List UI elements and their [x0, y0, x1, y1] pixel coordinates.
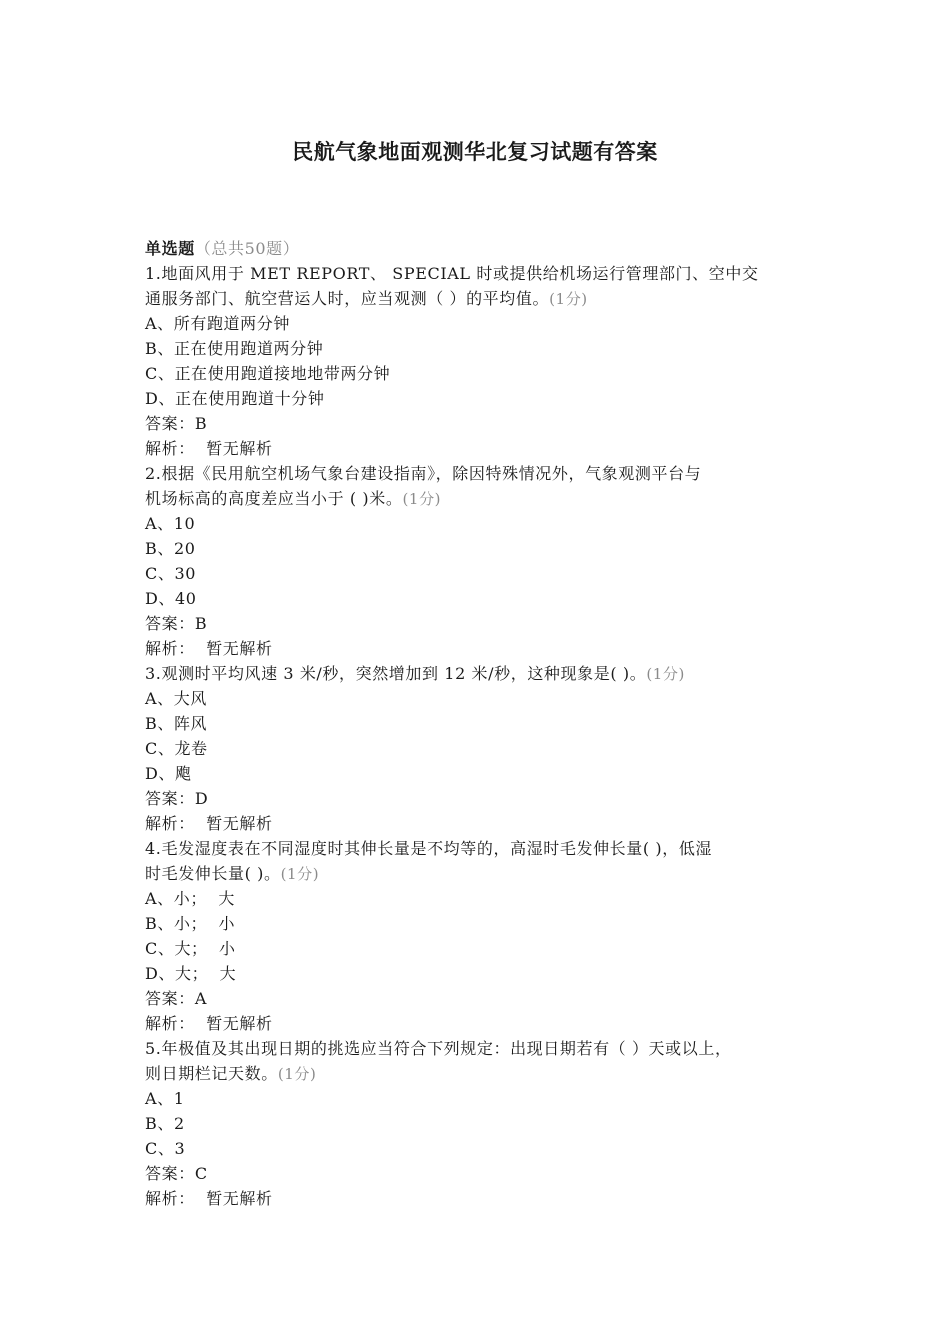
question-score: (1分) [402, 490, 442, 508]
analysis-value: 暂无解析 [206, 639, 273, 658]
question-stem-line: 2.根据《民用航空机场气象台建设指南》，除因特殊情况外，气象观测平台与 [145, 464, 702, 483]
analysis-line: 解析： 暂无解析 [145, 814, 273, 833]
option-d: D、飑 [145, 764, 192, 783]
question-stem-line: 则日期栏记天数。(1分) [145, 1064, 317, 1083]
question-4 [145, 836, 825, 1036]
option-a: A、所有跑道两分钟 [145, 314, 290, 333]
analysis-line: 解析： 暂无解析 [145, 1189, 273, 1208]
question-stem-line: 时毛发伸长量( )。(1分) [145, 864, 320, 883]
option-d: D、正在使用跑道十分钟 [145, 389, 325, 408]
question-score: (1分) [277, 1065, 317, 1083]
question-score: (1分) [646, 665, 685, 683]
section-heading-label: 单选题 [145, 239, 195, 258]
question-2 [145, 461, 825, 661]
option-a: A、大风 [145, 689, 207, 708]
option-a: A、小； 大 [145, 889, 235, 908]
answer-value: A [194, 989, 207, 1008]
question-stem-line: 1.地面风用于 MET REPORT、 SPECIAL 时或提供给机场运行管理部门、空中交 [145, 264, 759, 283]
option-b: B、阵风 [145, 714, 208, 733]
analysis-line: 解析： 暂无解析 [145, 439, 273, 458]
question-stem-line: 通服务部门、航空营运人时，应当观测（ ）的平均值。(1分) [145, 289, 588, 308]
document-title: 民航气象地面观测华北复习试题有答案 [292, 139, 658, 164]
analysis-line: 解析： 暂无解析 [145, 639, 273, 658]
analysis-value: 暂无解析 [206, 1014, 273, 1033]
question-stem-line: 3.观测时平均风速 3 米/秒，突然增加到 12 米/秒，这种现象是( )。(1分) [145, 664, 685, 683]
answer-line: 答案：B [145, 414, 208, 433]
question-3 [145, 661, 825, 836]
option-c: C、正在使用跑道接地地带两分钟 [145, 364, 391, 383]
question-list [145, 236, 825, 1211]
option-a: A、1 [145, 1089, 185, 1108]
option-d: D、大； 大 [145, 964, 237, 983]
answer-value: B [194, 614, 208, 633]
question-stem-line: 5.年极值及其出现日期的挑选应当符合下列规定：出现日期若有（ ）天或以上， [145, 1039, 732, 1058]
question-1 [145, 261, 825, 461]
answer-line: 答案：B [145, 614, 208, 633]
answer-value: D [194, 789, 209, 808]
answer-value: C [194, 1164, 208, 1183]
question-score: (1分) [549, 290, 588, 308]
option-b: B、20 [145, 539, 196, 558]
answer-line: 答案：C [145, 1164, 208, 1183]
option-c: C、30 [145, 564, 197, 583]
answer-value: B [194, 414, 208, 433]
option-a: A、10 [145, 514, 196, 533]
analysis-value: 暂无解析 [206, 1189, 273, 1208]
analysis-value: 暂无解析 [206, 814, 273, 833]
answer-line: 答案：A [145, 989, 207, 1008]
question-score: (1分) [280, 865, 320, 883]
option-b: B、正在使用跑道两分钟 [145, 339, 324, 358]
answer-line: 答案：D [145, 789, 209, 808]
analysis-line: 解析： 暂无解析 [145, 1014, 273, 1033]
question-5 [145, 1036, 825, 1211]
option-c: C、大； 小 [145, 939, 236, 958]
question-stem-line: 机场标高的高度差应当小于 ( )米。(1分) [145, 489, 442, 508]
section-heading [145, 236, 825, 261]
option-d: D、40 [145, 589, 197, 608]
option-c: C、3 [145, 1139, 186, 1158]
analysis-value: 暂无解析 [206, 439, 273, 458]
option-b: B、2 [145, 1114, 185, 1133]
option-b: B、小； 小 [145, 914, 236, 933]
question-stem-line: 4.毛发湿度表在不同湿度时其伸长量是不均等的，高湿时毛发伸长量( )，低湿 [145, 839, 713, 858]
section-question-count: （总共50题） [194, 239, 300, 258]
option-c: C、龙卷 [145, 739, 208, 758]
